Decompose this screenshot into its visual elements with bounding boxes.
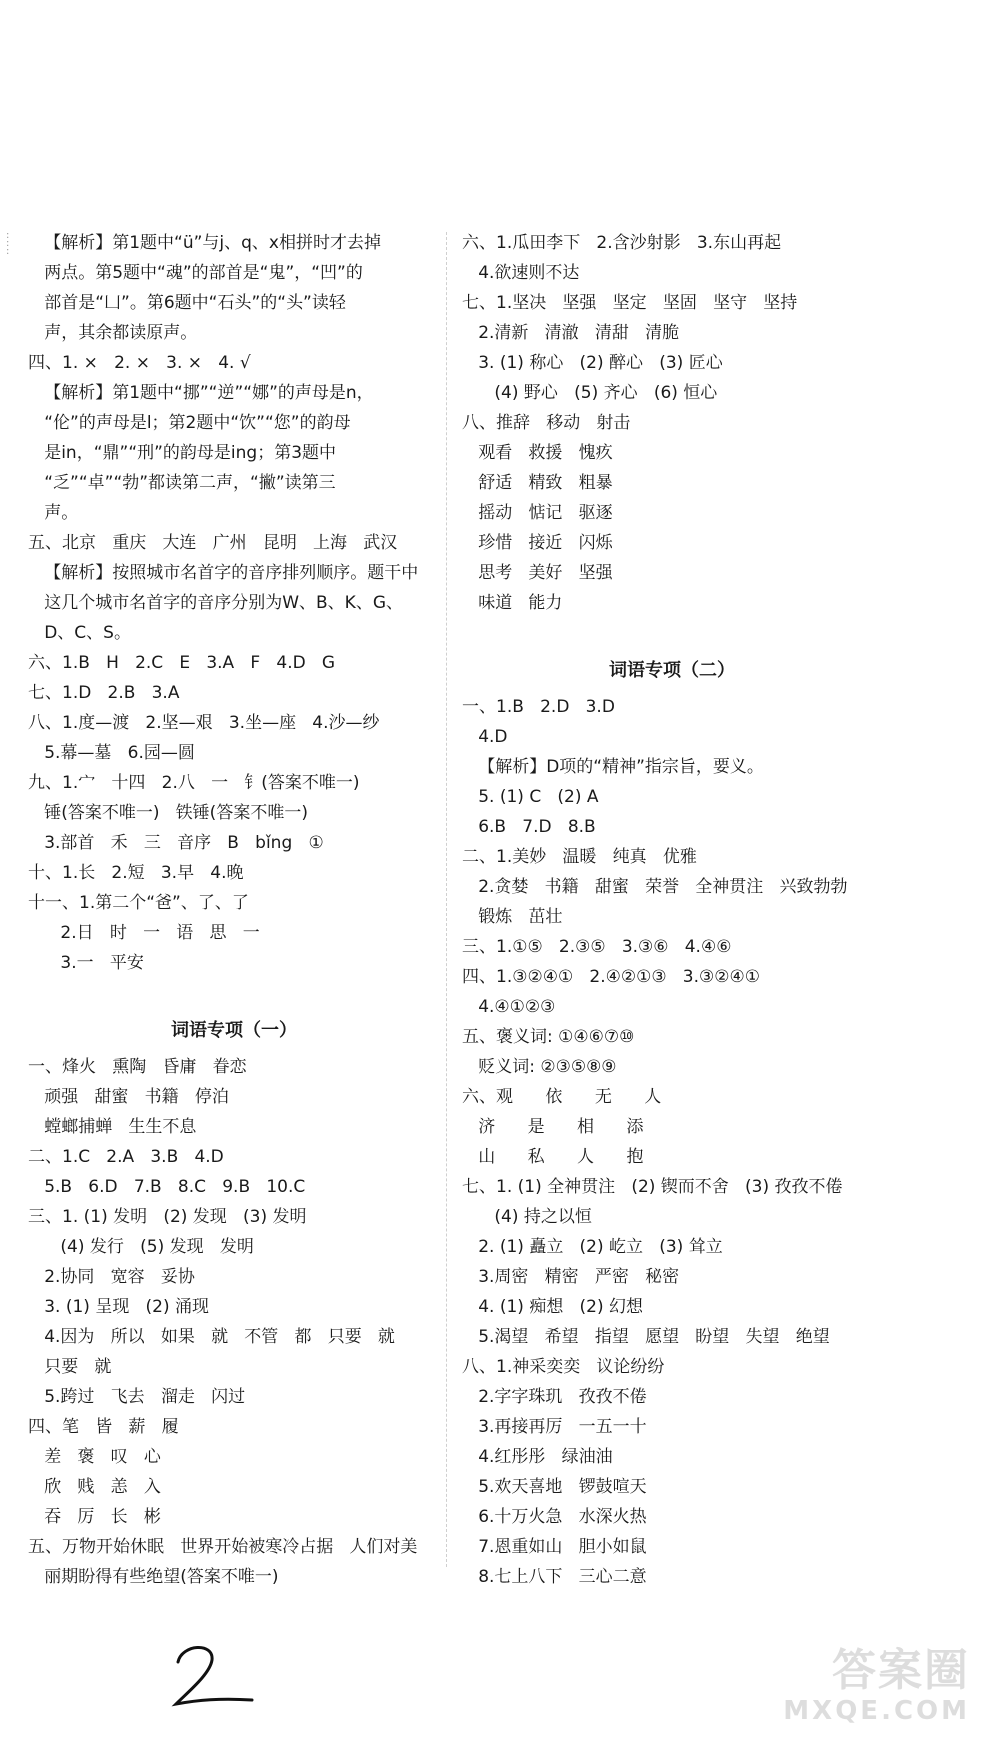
answer-line: 锻炼 茁壮	[462, 907, 563, 927]
answer-line: 5. (1) C (2) A	[462, 787, 599, 807]
answer-line: 【解析】第1题中“挪”“逆”“娜”的声母是n，	[28, 383, 374, 403]
answer-line: 七、1.D 2.B 3.A	[28, 683, 180, 703]
answer-line: 十一、1.第二个“爸”、了、了	[28, 893, 249, 913]
answer-line: 五、北京 重庆 大连 广州 昆明 上海 武汉	[28, 533, 398, 553]
answer-line: 5.幕—墓 6.园—圆	[28, 743, 195, 763]
answer-line: 四、1.③②④① 2.④②①③ 3.③②④①	[462, 967, 760, 987]
answer-line: 五、褒义词: ①④⑥⑦⑩	[462, 1027, 635, 1047]
answer-line: 舒适 精致 粗暴	[462, 473, 613, 493]
answer-line: 是in，“鼎”“刑”的韵母是ing；第3题中	[28, 443, 337, 463]
watermark-url: MXQE.COM	[783, 1696, 970, 1726]
answer-line: 一、烽火 熏陶 昏庸 眷恋	[28, 1057, 247, 1077]
answer-line: 八、推辞 移动 射击	[462, 413, 631, 433]
watermark-text: 答案圈	[832, 1645, 970, 1696]
answer-line: 这几个城市名首字的音序分别为W、B、K、G、	[28, 593, 404, 613]
answer-line: 八、1.神采奕奕 议论纷纷	[462, 1357, 665, 1377]
answer-line: 九、1.宀 十四 2.八 一 钅(答案不唯一)	[28, 773, 360, 793]
answer-line: 3. (1) 呈现 (2) 涌现	[28, 1297, 210, 1317]
answer-line: 思考 美好 坚强	[462, 563, 613, 583]
answer-line: 丽期盼得有些绝望(答案不唯一)	[28, 1567, 279, 1587]
answer-line: 只要 就	[28, 1357, 112, 1377]
answer-line: 山 私 人 抱	[462, 1147, 644, 1167]
answer-line: 7.恩重如山 胆小如鼠	[462, 1537, 647, 1557]
answer-line: 一、1.B 2.D 3.D	[462, 697, 615, 717]
spacer	[28, 978, 440, 1002]
answer-line: 【解析】按照城市名首字的音序排列顺序。题干中	[28, 563, 419, 583]
binding-edge-marks: : : :	[6, 230, 10, 257]
answer-line: 2. (1) 矗立 (2) 屹立 (3) 耸立	[462, 1237, 723, 1257]
answer-line: 观看 救援 愧疚	[462, 443, 613, 463]
answer-line: 六、观 依 无 人	[462, 1087, 662, 1107]
answer-line: 3.再接再厉 一五一十	[462, 1417, 647, 1437]
answer-line: 3.周密 精密 严密 秘密	[462, 1267, 680, 1287]
answer-line: 贬义词: ②③⑤⑧⑨	[462, 1057, 617, 1077]
answer-line: 2.清新 清澈 清甜 清脆	[462, 323, 680, 343]
answer-line: 吞 厉 长 彬	[28, 1507, 161, 1527]
answer-line: 3.一 平安	[28, 953, 144, 973]
answer-line: 【解析】第1题中“ü”与j、q、x相拼时才去掉	[28, 233, 381, 253]
answer-line: 七、1.坚决 坚强 坚定 坚固 坚守 坚持	[462, 293, 798, 313]
answer-line: 声。	[28, 503, 79, 523]
answer-line: 摇动 惦记 驱逐	[462, 503, 613, 523]
answer-line: 八、1.度—渡 2.坚—艰 3.坐—座 4.沙—纱	[28, 713, 380, 733]
answer-line: 二、1.美妙 温暖 纯真 优雅	[462, 847, 697, 867]
answer-line: 5.渴望 希望 指望 愿望 盼望 失望 绝望	[462, 1327, 830, 1347]
answer-line: 4.因为 所以 如果 就 不管 都 只要 就	[28, 1327, 395, 1347]
section-heading: 词语专项（一）	[171, 1020, 297, 1041]
answer-line: “伦”的声母是l；第2题中“饮”“您”的韵母	[28, 413, 351, 433]
answer-line: 三、1. (1) 发明 (2) 发现 (3) 发明	[28, 1207, 307, 1227]
left-answer-column	[28, 228, 440, 1592]
answer-line: 2.贪婪 书籍 甜蜜 荣誉 全神贯注 兴致勃勃	[462, 877, 848, 897]
answer-line: 4.D	[462, 727, 508, 747]
answer-line: 四、1. × 2. × 3. × 4. √	[28, 353, 251, 373]
answer-line: 5.欢天喜地 锣鼓喧天	[462, 1477, 647, 1497]
answer-line: “乏”“卓”“勃”都读第二声，“撇”读第三	[28, 473, 336, 493]
answer-line: 七、1. (1) 全神贯注 (2) 锲而不舍 (3) 孜孜不倦	[462, 1177, 843, 1197]
answer-line: 2.日 时 一 语 思 一	[28, 923, 260, 943]
answer-line: 四、笔 皆 薪 履	[28, 1417, 179, 1437]
answer-line: 五、万物开始休眠 世界开始被寒冷占据 人们对美	[28, 1537, 418, 1557]
answer-line: 差 褒 叹 心	[28, 1447, 161, 1467]
handwritten-page-number	[168, 1640, 258, 1710]
spacer	[462, 618, 882, 642]
answer-line: 两点。第5题中“魂”的部首是“鬼”，“凹”的	[28, 263, 363, 283]
answer-line: 十、1.长 2.短 3.早 4.晚	[28, 863, 244, 883]
answer-line: (4) 持之以恒	[462, 1207, 592, 1227]
answer-line: 二、1.C 2.A 3.B 4.D	[28, 1147, 224, 1167]
answer-line: 4.欲速则不达	[462, 263, 580, 283]
answer-line: 味道 能力	[462, 593, 563, 613]
column-divider	[446, 232, 447, 1567]
answer-line: 济 是 相 添	[462, 1117, 644, 1137]
answer-line: D、C、S。	[28, 623, 131, 643]
answer-line: 珍惜 接近 闪烁	[462, 533, 613, 553]
answer-line: 2.字字珠玑 孜孜不倦	[462, 1387, 647, 1407]
answer-line: 六、1.B H 2.C E 3.A F 4.D G	[28, 653, 336, 673]
right-answer-column	[462, 228, 882, 1592]
answer-line: 6.十万火急 水深火热	[462, 1507, 647, 1527]
answer-line: 欣 贱 恙 入	[28, 1477, 161, 1497]
section-heading: 词语专项（二）	[609, 660, 735, 681]
answer-line: 声，其余都读原声。	[28, 323, 198, 343]
answer-line: 4. (1) 痴想 (2) 幻想	[462, 1297, 644, 1317]
answer-line: 3.部首 禾 三 音序 B bǐng ①	[28, 833, 324, 853]
watermark	[783, 1646, 970, 1726]
answer-line: 3. (1) 称心 (2) 醉心 (3) 匠心	[462, 353, 723, 373]
answer-line: 2.协同 宽容 妥协	[28, 1267, 195, 1287]
answer-line: 六、1.瓜田李下 2.含沙射影 3.东山再起	[462, 233, 782, 253]
answer-line: (4) 发行 (5) 发现 发明	[28, 1237, 254, 1257]
answer-line: 部首是“凵”。第6题中“石头”的“头”读轻	[28, 293, 346, 313]
answer-line: 5.B 6.D 7.B 8.C 9.B 10.C	[28, 1177, 306, 1197]
answer-line: 5.跨过 飞去 溜走 闪过	[28, 1387, 246, 1407]
answer-line: 4.红彤彤 绿油油	[462, 1447, 613, 1467]
answer-line: 4.④①②③	[462, 997, 556, 1017]
answer-line: 8.七上八下 三心二意	[462, 1567, 647, 1587]
answer-line: 锤(答案不唯一) 铁锤(答案不唯一)	[28, 803, 308, 823]
answer-line: 【解析】D项的“精神”指宗旨，要义。	[462, 757, 764, 777]
answer-line: 螳螂捕蝉 生生不息	[28, 1117, 197, 1137]
answer-line: 顽强 甜蜜 书籍 停泊	[28, 1087, 229, 1107]
answer-line: 6.B 7.D 8.B	[462, 817, 596, 837]
answer-line: (4) 野心 (5) 齐心 (6) 恒心	[462, 383, 718, 403]
answer-line: 三、1.①⑤ 2.③⑤ 3.③⑥ 4.④⑥	[462, 937, 732, 957]
